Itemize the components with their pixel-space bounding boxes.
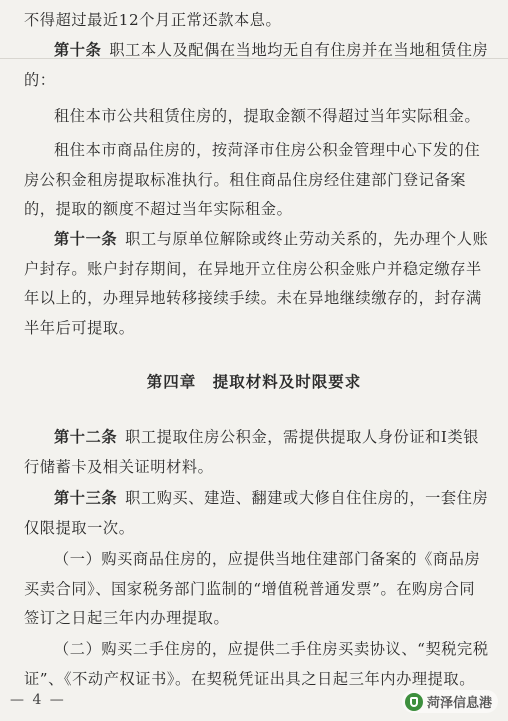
watermark-text: 菏泽信息港 — [426, 696, 492, 711]
article-13-body: 职工购买、建造、翻建或大修自住住房的，一套住房仅限提取一次。 — [24, 489, 489, 537]
article-10-title: 第十条 — [54, 41, 102, 59]
article-12-body: 职工提取住房公积金，需提供提取人身份证和Ⅰ类银行储蓄卡及相关证明材料。 — [24, 428, 480, 476]
paragraph-commercial-purchase: （一）购买商品住房的，应提供当地住建部门备案的《商品房买卖合同》、国家税务部门监制的“增值税普通发票”。在购房合同签订之日起三年内办理提取。 — [24, 550, 481, 627]
article-13-title: 第十三条 — [54, 489, 118, 507]
chapter-heading: 第四章 提取材料及时限要求 — [146, 373, 362, 391]
watermark — [402, 690, 498, 713]
article-13 — [24, 484, 490, 543]
paragraph-commercial-rental: 租住本市商品住房的，按菏泽市住房公积金管理中心下发的住房公积金租房提取标准执行。租住商品住房经住建部门登记备案的，提取的额度不超过当年实际租金。 — [24, 141, 481, 218]
article-10 — [24, 36, 490, 95]
page-number: — 4 — — [10, 692, 66, 708]
article-11-body: 职工与原单位解除或终止劳动关系的，先办理个人账户封存。账户封存期间，在异地开立住房公积金账户并稳定缴存半年以上的，办理异地转移接续手续。未在异地继续缴存的，封存满半年后可提取。 — [24, 230, 489, 337]
article-12-title: 第十二条 — [54, 428, 118, 446]
article-12 — [24, 423, 490, 482]
article-10-body: 职工本人及配偶在当地均无自有住房并在当地租赁住房的： — [24, 41, 489, 89]
paragraph-public-rental: 租住本市公共租赁住房的，提取金额不得超过当年实际租金。 — [54, 107, 481, 125]
article-11-title: 第十一条 — [54, 230, 118, 248]
paragraph-second-hand-purchase: （二）购买二手住房的，应提供二手住房买卖协议、“契税完税证”、《不动产权证书》。在契税凭证出具之日起三年内办理提取。 — [24, 640, 489, 688]
article-11 — [24, 225, 490, 343]
paragraph-continuation: 不得超过最近12个月正常还款本息。 — [24, 11, 282, 29]
phone-logo-icon — [405, 693, 423, 711]
